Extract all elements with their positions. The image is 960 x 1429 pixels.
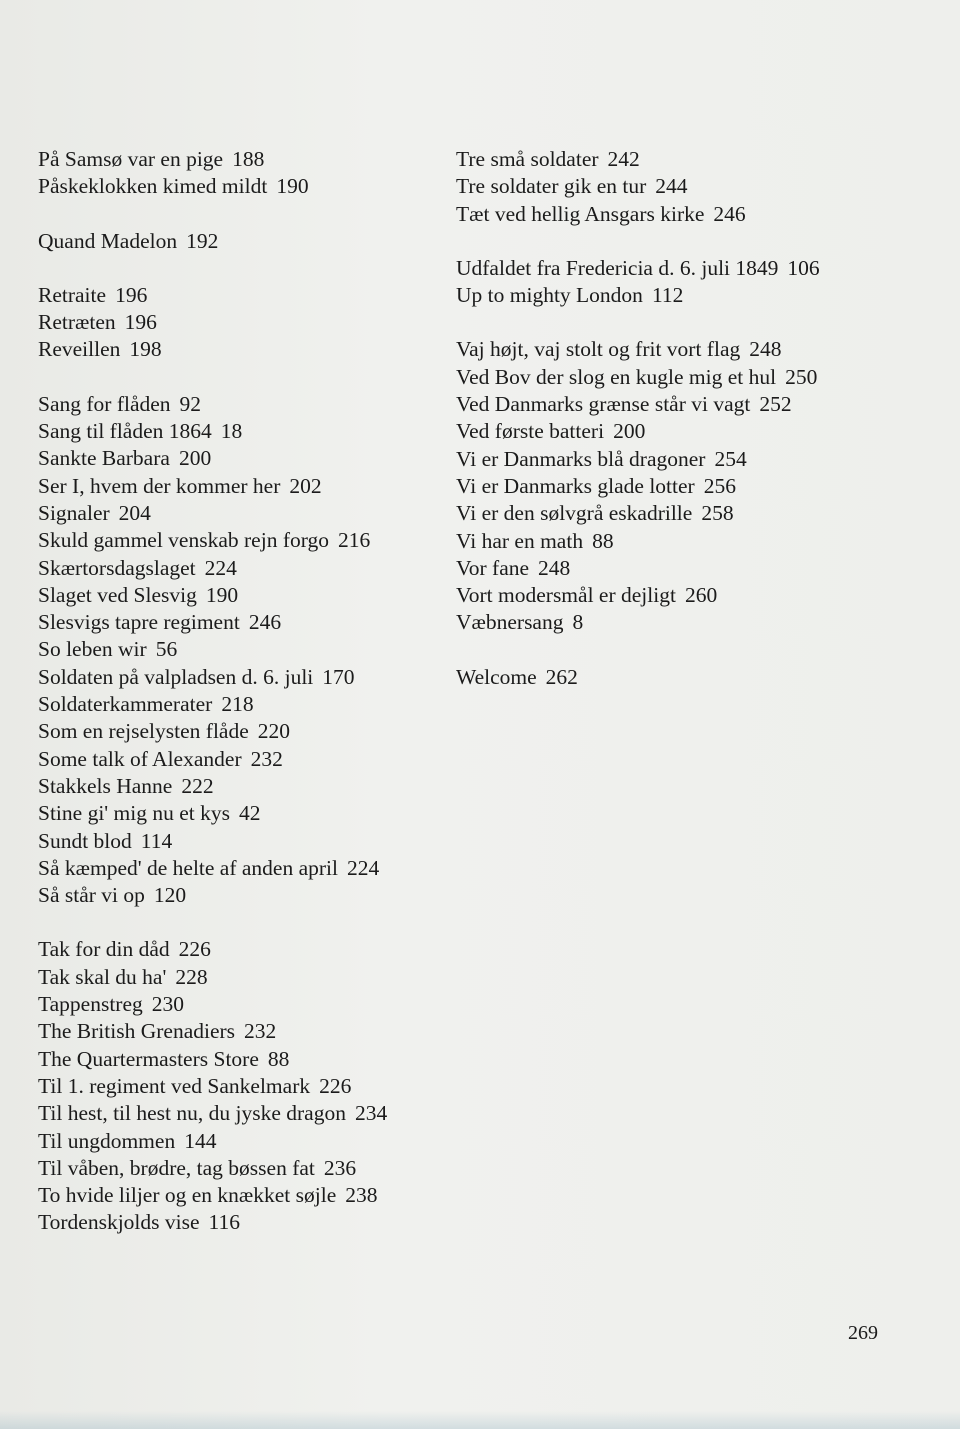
index-entry [38, 773, 448, 800]
entry-title: Some talk of Alexander [38, 746, 242, 771]
entry-page-number: 220 [257, 719, 291, 744]
entry-page-number: 204 [118, 500, 151, 525]
entry-page-number: 232 [250, 746, 283, 771]
index-entry [456, 391, 946, 418]
index-entry [38, 1128, 448, 1155]
entry-page-number: 236 [323, 1155, 357, 1180]
index-entry [456, 364, 946, 391]
index-entry [456, 555, 946, 582]
entry-title: So leben wir [38, 637, 147, 662]
entry-page-number: 198 [129, 337, 162, 362]
entry-page-number: 222 [181, 773, 214, 798]
entry-title: Vort modersmål er dejligt [456, 583, 676, 608]
entry-title: Sang for flåden [38, 391, 171, 416]
entry-title: Som en rejselysten flåde [38, 719, 249, 744]
index-letter-group [456, 146, 946, 228]
index-letter-group [38, 146, 448, 201]
entry-page-number: 242 [607, 147, 640, 171]
entry-page-number: 248 [749, 337, 782, 362]
entry-page-number: 196 [115, 282, 148, 307]
entry-page-number: 116 [208, 1210, 240, 1235]
index-letter-group [38, 391, 448, 910]
index-entry [38, 882, 448, 909]
index-entry [456, 446, 946, 473]
entry-page-number: 170 [322, 664, 355, 689]
entry-page-number: 120 [153, 883, 187, 908]
index-entry [456, 582, 946, 609]
entry-page-number: 262 [545, 664, 578, 689]
entry-page-number: 244 [655, 174, 688, 199]
index-entry [456, 173, 946, 200]
entry-title: Ved Bov der slog en kugle mig et hul [456, 364, 777, 389]
index-entry [38, 555, 448, 582]
index-entry [38, 800, 448, 827]
entry-title: Slaget ved Slesvig [38, 582, 197, 607]
index-entry [38, 146, 448, 173]
entry-title: Til våben, brødre, tag bøssen fat [38, 1155, 315, 1180]
entry-page-number: 246 [713, 201, 746, 226]
entry-title: Tordenskjolds vise [38, 1210, 200, 1235]
index-entry [456, 418, 946, 445]
entry-page-number: 188 [232, 147, 265, 171]
index-entry [38, 527, 448, 554]
index-entry [38, 936, 448, 963]
page-number: 269 [848, 1322, 878, 1344]
entry-title: Retræten [38, 310, 116, 335]
entry-page-number: 256 [703, 473, 736, 498]
entry-title: Skærtorsdagslaget [38, 555, 196, 580]
entry-title: Vi er Danmarks glade lotter [456, 473, 695, 498]
entry-page-number: 88 [267, 1046, 290, 1071]
entry-page-number: 200 [613, 419, 646, 444]
index-column-right [456, 146, 946, 718]
entry-title: Så står vi op [38, 883, 145, 908]
entry-title: Signaler [38, 500, 110, 525]
entry-page-number: 18 [220, 419, 243, 444]
entry-page-number: 228 [175, 964, 208, 989]
entry-page-number: 56 [155, 637, 178, 662]
entry-title: Tappenstreg [38, 992, 143, 1017]
entry-title: Til hest, til hest nu, du jyske dragon [38, 1101, 346, 1126]
entry-page-number: 8 [572, 610, 584, 635]
entry-title: Stine gi' mig nu et kys [38, 801, 230, 826]
entry-page-number: 144 [184, 1128, 217, 1153]
index-entry [38, 664, 448, 691]
entry-title: På Samsø var en pige [38, 147, 224, 171]
entry-page-number: 112 [651, 283, 684, 308]
entry-page-number: 248 [538, 555, 571, 580]
entry-page-number: 232 [244, 1019, 277, 1044]
entry-title: Sang til flåden 1864 [38, 419, 212, 444]
entry-page-number: 226 [178, 937, 211, 962]
entry-page-number: 192 [186, 228, 219, 253]
entry-title: Retraite [38, 282, 107, 307]
entry-title: Vor fane [456, 555, 530, 580]
entry-page-number: 224 [347, 855, 380, 880]
entry-title: Ved Danmarks grænse står vi vagt [456, 392, 751, 417]
index-entry [38, 473, 448, 500]
entry-page-number: 196 [124, 310, 157, 335]
entry-page-number: 254 [714, 446, 747, 471]
entry-title: Stakkels Hanne [38, 773, 173, 798]
entry-title: Vi har en math [456, 528, 584, 553]
index-entry [456, 609, 946, 636]
index-entry [38, 964, 448, 991]
index-entry [38, 855, 448, 882]
index-entry [456, 146, 946, 173]
entry-title: Reveillen [38, 337, 121, 362]
index-entry [456, 473, 946, 500]
index-entry [38, 1209, 448, 1236]
index-entry [456, 664, 946, 691]
entry-title: Tre små soldater [456, 147, 599, 171]
page-edge-shadow [0, 1411, 960, 1429]
index-entry [38, 1100, 448, 1127]
entry-title: Til ungdommen [38, 1128, 176, 1153]
entry-title: Vaj højt, vaj stolt og frit vort flag [456, 337, 741, 362]
entry-page-number: 260 [684, 583, 718, 608]
entry-title: Slesvigs tapre regiment [38, 610, 240, 635]
index-entry [38, 991, 448, 1018]
entry-page-number: 224 [204, 555, 237, 580]
index-entry [38, 691, 448, 718]
entry-page-number: 250 [785, 364, 818, 389]
entry-title: Tak skal du ha' [38, 964, 167, 989]
index-letter-group [456, 664, 946, 691]
entry-page-number: 258 [701, 501, 734, 526]
index-entry [38, 173, 448, 200]
entry-page-number: 202 [289, 473, 322, 498]
entry-title: Ser I, hvem der kommer her [38, 473, 281, 498]
entry-page-number: 106 [787, 255, 820, 280]
entry-title: Så kæmped' de helte af anden april [38, 855, 338, 880]
entry-title: Påskeklokken kimed mildt [38, 174, 268, 199]
index-letter-group [38, 282, 448, 364]
index-letter-group [456, 255, 946, 310]
entry-title: Tæt ved hellig Ansgars kirke [456, 201, 705, 226]
entry-page-number: 252 [759, 392, 792, 417]
entry-page-number: 200 [178, 446, 212, 471]
entry-page-number: 246 [248, 610, 282, 635]
entry-title: Sankte Barbara [38, 446, 170, 471]
index-entry [456, 201, 946, 228]
index-column-left [38, 146, 448, 1264]
entry-title: Ved første batteri [456, 419, 605, 444]
entry-page-number: 234 [354, 1101, 388, 1126]
entry-title: Vi er den sølvgrå eskadrille [456, 501, 693, 526]
entry-title: Quand Madelon [38, 228, 178, 253]
index-entry [38, 391, 448, 418]
entry-title: The British Grenadiers [38, 1019, 236, 1044]
entry-page-number: 42 [239, 801, 261, 826]
index-entry [456, 528, 946, 555]
entry-title: Welcome [456, 664, 537, 689]
entry-page-number: 92 [179, 391, 202, 416]
index-entry [38, 718, 448, 745]
entry-title: Vi er Danmarks blå dragoner [456, 446, 706, 471]
index-entry [38, 582, 448, 609]
index-entry [38, 500, 448, 527]
entry-page-number: 226 [319, 1073, 352, 1098]
entry-title: Skuld gammel venskab rejn forgo [38, 528, 329, 553]
entry-page-number: 216 [338, 528, 371, 553]
index-entry [38, 418, 448, 445]
index-entry [456, 282, 946, 309]
index-entry [38, 1046, 448, 1073]
entry-page-number: 230 [151, 992, 185, 1017]
entry-title: To hvide liljer og en knækket søjle [38, 1183, 337, 1208]
index-entry [456, 255, 946, 282]
entry-title: Up to mighty London [456, 283, 643, 308]
index-entry [38, 828, 448, 855]
entry-title: Til 1. regiment ved Sankelmark [38, 1073, 311, 1098]
entry-page-number: 190 [276, 174, 309, 199]
index-entry [38, 309, 448, 336]
entry-title: Tak for din dåd [38, 937, 170, 962]
entry-title: Tre soldater gik en tur [456, 174, 647, 199]
index-entry [38, 336, 448, 363]
index-entry [456, 336, 946, 363]
index-entry [38, 445, 448, 472]
index-entry [38, 746, 448, 773]
index-entry [38, 1182, 448, 1209]
index-entry [38, 282, 448, 309]
entry-title: Sundt blod [38, 828, 132, 853]
entry-page-number: 238 [345, 1183, 378, 1208]
index-entry [38, 228, 448, 255]
index-letter-group [456, 336, 946, 636]
entry-page-number: 114 [140, 828, 173, 853]
entry-page-number: 218 [221, 692, 254, 717]
entry-title: Soldaterkammerater [38, 692, 213, 717]
entry-title: Udfaldet fra Fredericia d. 6. juli 1849 [456, 255, 779, 280]
entry-title: Soldaten på valpladsen d. 6. juli [38, 664, 314, 689]
index-entry [38, 1073, 448, 1100]
index-letter-group [38, 228, 448, 255]
entry-title: Væbnersang [456, 610, 564, 635]
index-entry [38, 1155, 448, 1182]
entry-page-number: 190 [205, 582, 239, 607]
entry-page-number: 88 [592, 528, 614, 553]
index-letter-group [38, 936, 448, 1236]
entry-title: The Quartermasters Store [38, 1046, 259, 1071]
index-entry [38, 636, 448, 663]
index-entry [38, 609, 448, 636]
index-entry [456, 500, 946, 527]
index-entry [38, 1018, 448, 1045]
